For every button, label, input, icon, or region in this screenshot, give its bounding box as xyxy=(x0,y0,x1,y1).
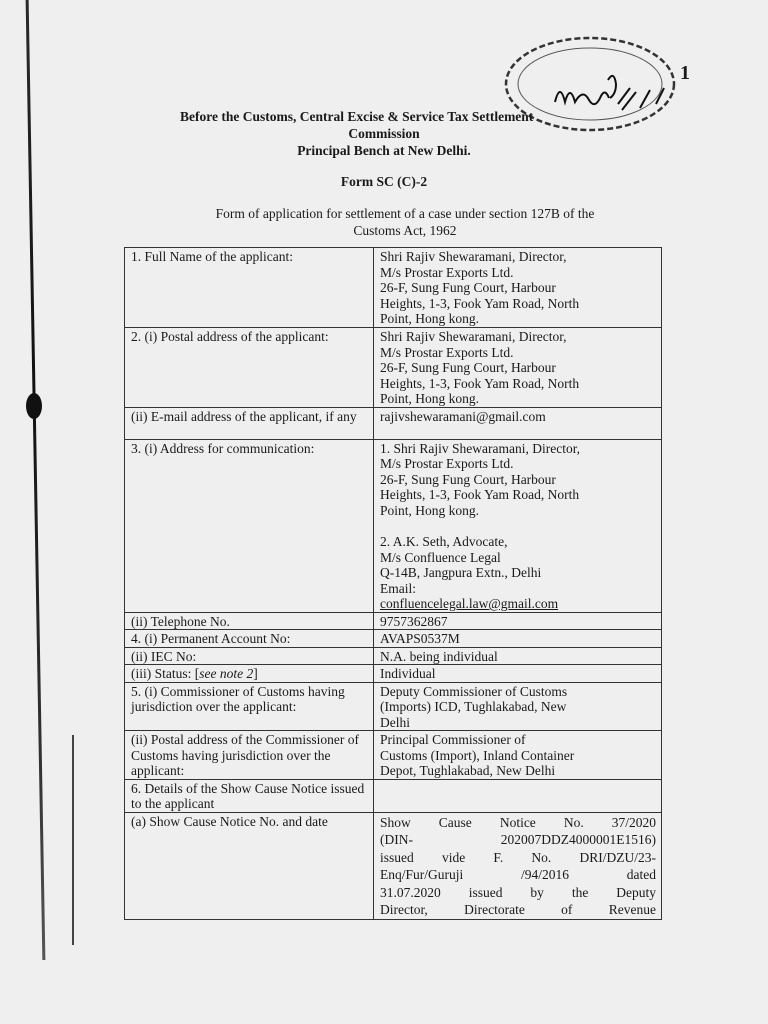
field-value: AVAPS0537M xyxy=(374,630,662,648)
table-row xyxy=(125,328,662,408)
form-subtitle xyxy=(150,205,660,239)
table-row xyxy=(125,248,662,328)
field-value: Principal Commissioner of Customs (Import), Inland Container Depot, Tughlakabad, New Delhi xyxy=(374,731,662,780)
field-value xyxy=(374,439,662,612)
header-line-2: Commission xyxy=(348,126,420,141)
table-row xyxy=(125,779,662,812)
table-row xyxy=(125,665,662,683)
header-line-1: Before the Customs, Central Excise & Service Tax Settlement xyxy=(180,109,534,124)
header-line-3: Principal Bench at New Delhi. xyxy=(297,143,471,158)
field-value: rajivshewaramani@gmail.com xyxy=(374,407,662,439)
field-label: (a) Show Cause Notice No. and date xyxy=(125,812,374,919)
field-value: 9757362867 xyxy=(374,612,662,630)
scn-line: (DIN- 202007DDZ4000001E1516) xyxy=(380,832,656,847)
field-label xyxy=(125,665,374,683)
status-label-suffix: ] xyxy=(253,666,258,681)
field-value xyxy=(374,812,662,919)
table-row xyxy=(125,682,662,731)
page-number: 1 xyxy=(680,62,690,84)
scn-line: issued vide F. No. DRI/DZU/23- xyxy=(380,849,656,865)
table-row xyxy=(125,647,662,665)
punch-hole xyxy=(26,393,42,419)
table-row xyxy=(125,612,662,630)
field-value xyxy=(374,779,662,812)
scn-line: Director, Directorate of Revenue xyxy=(380,902,656,917)
field-value: Deputy Commissioner of Customs (Imports) ICD, Tughlakabad, New Delhi xyxy=(374,682,662,731)
field-value: N.A. being individual xyxy=(374,647,662,665)
field-label: 3. (i) Address for communication: xyxy=(125,439,374,612)
field-label: (ii) Telephone No. xyxy=(125,612,374,630)
table-row xyxy=(125,439,662,612)
field-value: Individual xyxy=(374,665,662,683)
communication-address-2: 2. A.K. Seth, Advocate, M/s Confluence Legal Q-14B, Jangpura Extn., Delhi Email: xyxy=(380,534,542,596)
field-label: 1. Full Name of the applicant: xyxy=(125,248,374,328)
field-value: Shri Rajiv Shewaramani, Director, M/s Prostar Exports Ltd. 26-F, Sung Fung Court, Harbour Heights, 1-3, Fook Yam Road, North Point, Hong kong. xyxy=(374,328,662,408)
margin-line xyxy=(72,735,74,945)
scn-line: Show Cause Notice No. 37/2020 xyxy=(380,814,656,830)
scn-line: 31.07.2020 issued by the Deputy xyxy=(380,884,656,900)
field-label: (ii) E-mail address of the applicant, if any xyxy=(125,407,374,439)
email-link[interactable]: confluencelegal.law@gmail.com xyxy=(380,596,559,611)
field-label: 4. (i) Permanent Account No: xyxy=(125,630,374,648)
field-label: 2. (i) Postal address of the applicant: xyxy=(125,328,374,408)
communication-address-1: 1. Shri Rajiv Shewaramani, Director, M/s Prostar Exports Ltd. 26-F, Sung Fung Court, Harbour Heights, 1-3, Fook Yam Road, North Point, Hong kong. xyxy=(380,440,581,518)
form-number: Form SC (C)-2 xyxy=(340,174,428,189)
subtitle-line-1: Form of application for settlement of a case under section 127B of the xyxy=(215,206,595,221)
application-form-table xyxy=(124,247,662,920)
scn-line: Enq/Fur/Guruji /94/2016 dated xyxy=(380,867,656,882)
subtitle-line-2: Customs Act, 1962 xyxy=(353,223,457,238)
field-label: (ii) IEC No: xyxy=(125,647,374,665)
status-label-prefix: (iii) Status: [ xyxy=(131,666,200,681)
table-row xyxy=(125,731,662,780)
status-label-note: see note 2 xyxy=(199,666,254,681)
table-row xyxy=(125,812,662,919)
field-label: (ii) Postal address of the Commissioner of Customs having jurisdiction over the applicant: xyxy=(125,731,374,780)
field-label: 5. (i) Commissioner of Customs having jurisdiction over the applicant: xyxy=(125,682,374,731)
table-row xyxy=(125,407,662,439)
field-label: 6. Details of the Show Cause Notice issued to the applicant xyxy=(125,779,374,812)
field-value: Shri Rajiv Shewaramani, Director, M/s Prostar Exports Ltd. 26-F, Sung Fung Court, Harbour Heights, 1-3, Fook Yam Road, North Point, Hong kong. xyxy=(374,248,662,328)
table-row xyxy=(125,630,662,648)
